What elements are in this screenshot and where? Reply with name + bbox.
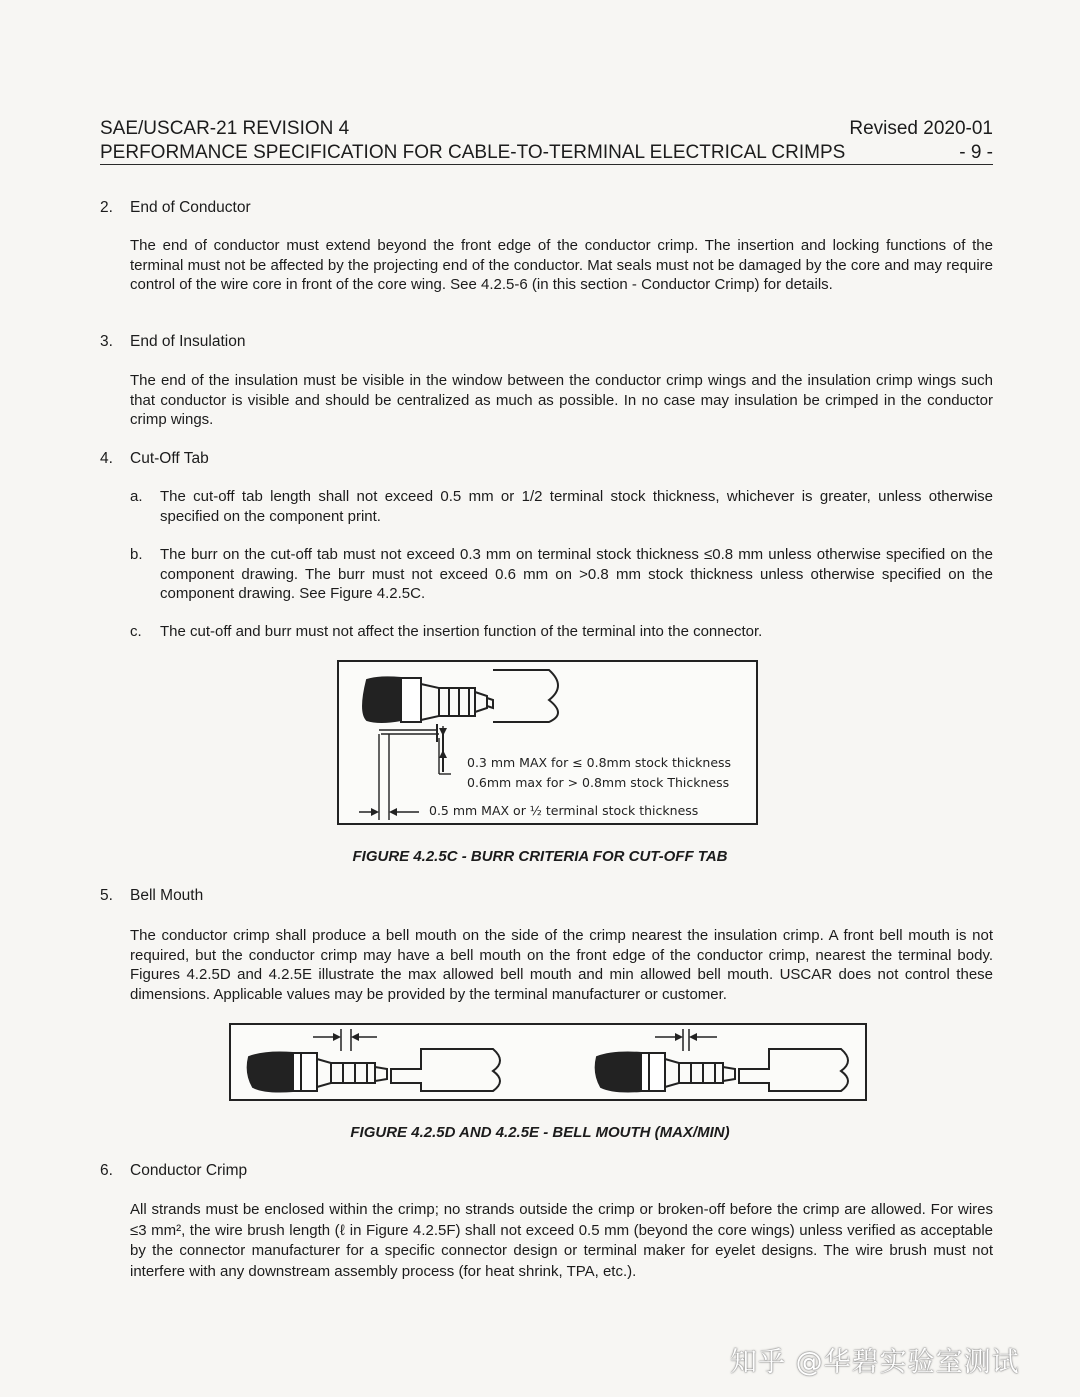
- header-underline: [100, 164, 993, 165]
- list-item: [130, 487, 993, 526]
- section-number: 2.: [100, 199, 113, 216]
- section-number: 5.: [100, 887, 113, 904]
- section-title: End of Insulation: [130, 333, 246, 350]
- list-item-text: The cut-off tab length shall not exceed 0.5 mm or 1/2 terminal stock thickness, whichever is greater, unless otherwise specified on the component print.: [160, 488, 993, 525]
- section-body: All strands must be enclosed within the crimp; no strands outside the crimp or broken-off before the crimp are allowed. For wires ≤3 mm², the wire brush length (ℓ in Figure 4.2.5F) shall not exceed 0.5 mm (beyond the core wings) unless verified as acceptable by the connector manufacturer for a specific connector design or terminal maker for eyelet designs. The wire brush must not interfere with any downstream assembly process (for heat shrink, TPA, etc.).: [130, 1201, 993, 1280]
- section-body: The end of the insulation must be visible in the window between the conductor crimp wings and the insulation crimp wings such that conductor is visible and should be centralized as much as possible. In no case may insulation be crimped in the conductor crimp wings.: [130, 372, 993, 428]
- section-number: 4.: [100, 450, 113, 467]
- burr-limit-text-1: 0.3 mm MAX for ≤ 0.8mm stock thickness: [467, 755, 732, 770]
- list-item-label: a.: [130, 488, 143, 505]
- doc-title: PERFORMANCE SPECIFICATION FOR CABLE-TO-TERMINAL ELECTRICAL CRIMPS: [100, 142, 846, 163]
- doc-id: SAE/USCAR-21 REVISION 4: [100, 118, 350, 139]
- list-item-text: The cut-off and burr must not affect the insertion function of the terminal into the connector.: [160, 623, 763, 640]
- figure-caption: FIGURE 4.2.5D AND 4.2.5E - BELL MOUTH (MAX/MIN): [350, 1124, 730, 1141]
- burr-limit-text-2: 0.6mm max for > 0.8mm stock Thickness: [467, 775, 730, 790]
- figure-caption: FIGURE 4.2.5C - BURR CRITERIA FOR CUT-OFF TAB: [352, 848, 728, 865]
- crimp-diagram-c: [339, 662, 756, 823]
- header-row-1: [100, 118, 993, 140]
- figure-bell-mouth: [229, 1023, 867, 1101]
- section-heading: [100, 1162, 247, 1180]
- section-title: Conductor Crimp: [130, 1162, 248, 1179]
- revision-date: Revised 2020-01: [849, 118, 993, 139]
- section-title: Cut-Off Tab: [130, 450, 209, 467]
- section-heading: [100, 199, 251, 217]
- watermark: 知乎 @华碧实验室测试: [730, 1347, 1020, 1378]
- list-item-label: b.: [130, 546, 143, 563]
- section-title: End of Conductor: [130, 199, 251, 216]
- section-number: 3.: [100, 333, 113, 350]
- figure-burr-criteria: [337, 660, 758, 825]
- tab-length-text: 0.5 mm MAX or ½ terminal stock thickness: [429, 803, 699, 818]
- list-item-text: The burr on the cut-off tab must not exceed 0.3 mm on terminal stock thickness ≤0.8 mm unless otherwise specified on the component drawing. The burr must not exceed 0.6 mm on >0.8 mm stock thickness unless otherwise specified on the component drawing. See Figure 4.2.5C.: [160, 546, 993, 602]
- section-body: The conductor crimp shall produce a bell mouth on the side of the crimp nearest the insulation crimp. A front bell mouth is not required, but the conductor crimp may have a bell mouth on the front edge of the conductor crimp, nearest the terminal body. Figures 4.2.5D and 4.2.5E illustrate the max allowed bell mouth and min allowed bell mouth. USCAR does not control these dimensions. Applicable values may be provided by the terminal manufacturer or customer.: [130, 927, 993, 1003]
- header-row-2: [100, 142, 993, 164]
- section-heading: [100, 450, 209, 468]
- section-heading: [100, 333, 245, 351]
- list-item: [130, 622, 993, 642]
- section-heading: [100, 887, 203, 905]
- page-number: - 9 -: [959, 142, 993, 163]
- section-body: The end of conductor must extend beyond the front edge of the conductor crimp. The insertion and locking functions of the terminal must not be affected by the projecting end of the conductor. Mat seals must not be damaged by the core and may require control of the wire core in front of the core wing. See 4.2.5-6 (in this section - Conductor Crimp) for details.: [130, 237, 993, 293]
- list-item: [130, 545, 993, 604]
- section-number: 6.: [100, 1162, 113, 1179]
- crimp-diagram-de: [231, 1025, 865, 1099]
- section-title: Bell Mouth: [130, 887, 204, 904]
- list-item-label: c.: [130, 623, 142, 640]
